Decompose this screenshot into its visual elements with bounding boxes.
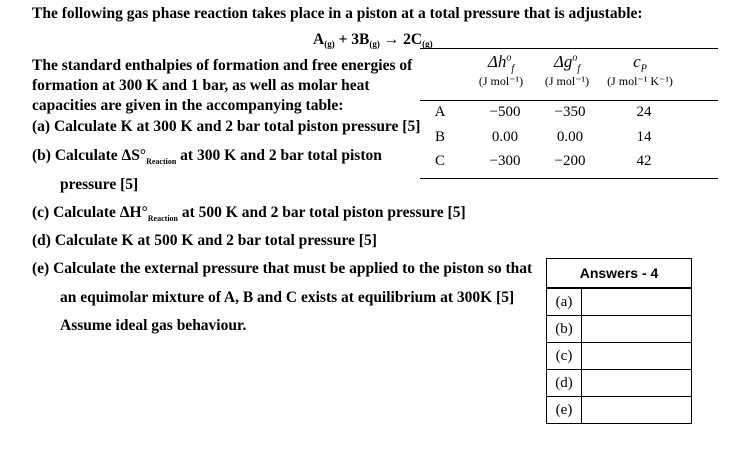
description-line-3: capacities are given in the accompanying table: (32, 97, 344, 114)
phase-b: (g) (369, 39, 380, 49)
answer-label-a: (a) (547, 289, 582, 315)
species-cell: A (434, 104, 446, 120)
question-c-subscript: Reaction (147, 214, 178, 223)
header-dg-symbol: $\Delta g^o_f$ (553, 52, 581, 75)
table-bottom-rule (420, 178, 718, 179)
answer-row-e[interactable] (547, 396, 691, 423)
cp-cell: 24 (636, 104, 652, 120)
reactant-a: A (313, 31, 325, 48)
phase-a: (g) (324, 39, 335, 49)
reactant-b: 3B (351, 31, 370, 48)
header-dg-unit: (J mol⁻¹) (544, 74, 590, 89)
dg-cell: −200 (554, 153, 586, 169)
question-c (32, 203, 466, 229)
table-row (420, 104, 718, 128)
plus-sign: + (338, 31, 348, 48)
table-row (420, 129, 718, 153)
description-line-2: formation at 300 K and 1 bar, as well as molar heat (32, 77, 370, 94)
table-header-rule (420, 100, 718, 101)
description-line-1: The standard enthalpies of formation and free energies of (32, 57, 413, 74)
answer-label-c: (c) (547, 343, 582, 369)
question-d: (d) Calculate K at 500 K and 2 bar total pressure [5] (32, 232, 377, 249)
dh-cell: −500 (489, 104, 521, 120)
answer-label-b: (b) (547, 316, 582, 342)
answer-row-c[interactable] (547, 342, 691, 369)
dg-cell: −350 (554, 104, 586, 120)
question-b-continued: pressure [5] (60, 176, 139, 193)
answer-label-d: (d) (547, 370, 582, 396)
question-a: (a) Calculate K at 300 K and 2 bar total piston pressure [5] (32, 118, 421, 135)
dg-cell: 0.00 (556, 129, 584, 145)
question-e-line-2: an equimolar mixture of A, B and C exists at equilibrium at 300K [5] (60, 289, 515, 306)
question-c-suffix: at 500 K and 2 bar total piston pressure [5] (178, 204, 466, 221)
question-b-prefix: (b) Calculate ΔS° (32, 147, 147, 164)
question-c-prefix: (c) Calculate ΔH° (32, 204, 148, 221)
header-dh-unit: (J mol⁻¹) (478, 74, 524, 89)
table-top-rule (420, 48, 718, 49)
question-e-line-1: (e) Calculate the external pressure that must be applied to the piston so that (32, 260, 533, 277)
dh-cell: 0.00 (491, 129, 519, 145)
answer-row-d[interactable] (547, 369, 691, 396)
header-cp-unit: (J mol⁻¹ K⁻¹) (607, 74, 673, 89)
reaction-arrow: → (383, 31, 400, 48)
answers-box (546, 258, 692, 424)
reaction-equation (313, 30, 433, 54)
answer-label-e: (e) (547, 397, 582, 423)
cp-cell: 42 (636, 153, 652, 169)
phase-c: (g) (422, 39, 433, 49)
species-cell: C (434, 153, 445, 169)
question-b-suffix: at 300 K and 2 bar total piston (176, 147, 382, 164)
product-c: 2C (403, 31, 423, 48)
answer-row-b[interactable] (547, 315, 691, 342)
question-e-line-3: Assume ideal gas behaviour. (60, 317, 247, 334)
species-cell: B (434, 129, 445, 145)
header-dg (532, 52, 602, 89)
question-b (32, 146, 382, 172)
dh-cell: −300 (489, 153, 521, 169)
header-dh-symbol: $\Delta h^o_f$ (487, 52, 515, 75)
answers-title: Answers - 4 (547, 259, 691, 288)
table-row (420, 153, 718, 177)
intro-text: The following gas phase reaction takes place in a piston at a total pressure that is adjustable: (32, 5, 643, 22)
header-cp (600, 52, 680, 89)
header-cp-symbol: $c_P$ (633, 52, 647, 75)
cp-cell: 14 (636, 129, 652, 145)
question-b-subscript: Reaction (146, 157, 177, 166)
header-dh (466, 52, 536, 89)
answer-row-a[interactable] (547, 288, 691, 315)
